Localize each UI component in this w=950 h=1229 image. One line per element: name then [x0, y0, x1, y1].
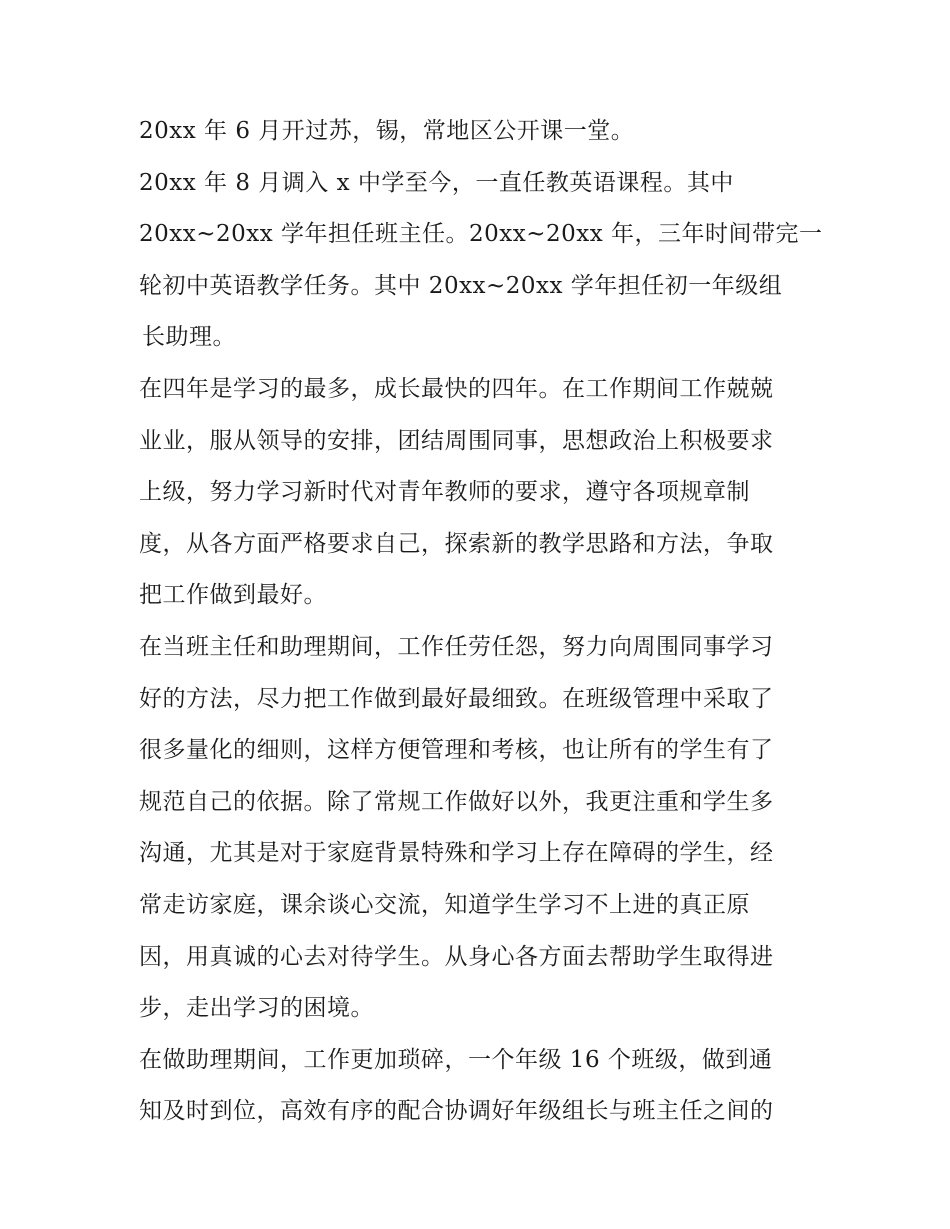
text-line: 在当班主任和助理期间，工作任劳任怨，努力向周围同事学习: [139, 633, 774, 660]
text-line: 在四年是学习的最多，成长最快的四年。在工作期间工作兢兢: [139, 375, 774, 402]
text-line: 在做助理期间，工作更加琐碎，一个年级 16 个班级，做到通: [139, 1046, 773, 1073]
text-line: 知及时到位，高效有序的配合协调好年级组长与班主任之间的: [139, 1098, 774, 1125]
document-body: [139, 108, 829, 1140]
text-line: 上级，努力学习新时代对青年教师的要求，遵守各项规章制: [139, 479, 750, 506]
text-line: 好的方法，尽力把工作做到最好最细致。在班级管理中采取了: [139, 685, 774, 712]
text-line: 沟通，尤其是对于家庭背景特殊和学习上存在障碍的学生，经: [139, 840, 774, 867]
text-line: 把工作做到最好。: [139, 582, 327, 609]
text-line: 轮初中英语教学任务。其中 20xx~20xx 学年担任初一年级组: [139, 272, 783, 299]
text-line: 20xx 年 8 月调入 x 中学至今，一直任教英语课程。其中: [139, 169, 734, 196]
text-line: 业业，服从领导的安排，团结周围同事，思想政治上积极要求: [139, 427, 774, 454]
text-line: 常走访家庭，课余谈心交流，知道学生学习不上进的真正原: [139, 891, 750, 918]
text-line: 很多量化的细则，这样方便管理和考核，也让所有的学生有了: [139, 737, 774, 764]
text-line: 20xx~20xx 学年担任班主任。20xx~20xx 年，三年时间带完一: [139, 221, 823, 248]
text-line: 长助理。: [142, 324, 236, 351]
text-line: 20xx 年 6 月开过苏，锡，常地区公开课一堂。: [139, 118, 635, 144]
text-line: 度，从各方面严格要求自己，探索新的教学思路和方法，争取: [139, 530, 774, 557]
text-line: 因，用真诚的心去对待学生。从身心各方面去帮助学生取得进: [139, 943, 774, 970]
text-line: 规范自己的依据。除了常规工作做好以外，我更注重和学生多: [139, 788, 774, 815]
text-line: 步，走出学习的困境。: [139, 995, 374, 1022]
